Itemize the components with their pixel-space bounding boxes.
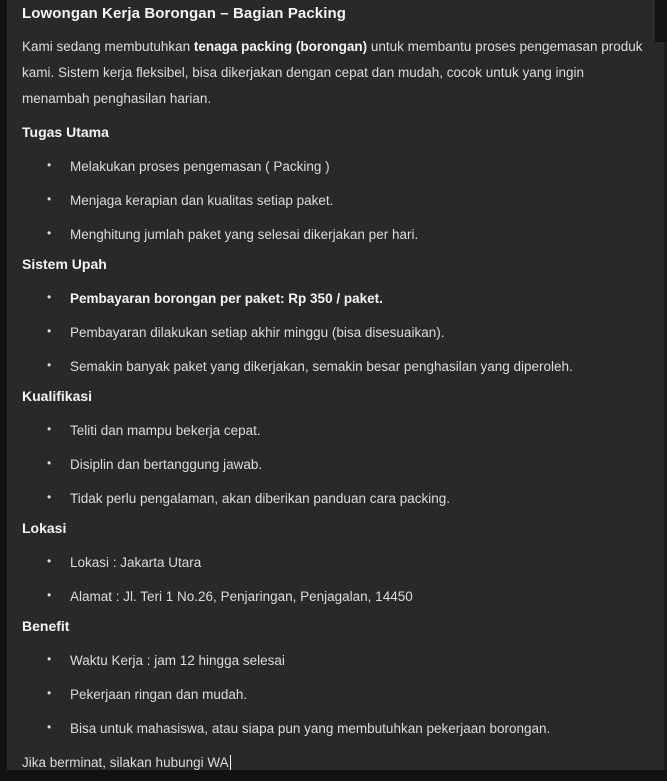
bullet-icon: • — [47, 720, 52, 734]
section-heading-sistem-upah: Sistem Upah — [22, 256, 107, 272]
intro-text: Kami sedang membutuhkan — [22, 39, 194, 54]
bullet-icon: • — [47, 290, 52, 304]
bullet-icon: • — [47, 422, 52, 436]
list-item-text: Disiplin dan bertanggung jawab. — [70, 457, 263, 472]
document-title: Lowongan Kerja Borongan – Bagian Packing — [22, 5, 347, 22]
left-edge — [0, 0, 7, 781]
bottom-edge — [0, 770, 667, 781]
bullet-icon: • — [47, 158, 52, 172]
list-item-text: Pembayaran borongan per paket: Rp 350 / paket. — [70, 291, 383, 306]
bullet-icon: • — [47, 456, 52, 470]
list-item-text: Waktu Kerja : jam 12 hingga selesai — [70, 653, 285, 668]
list-item-text: Lokasi : Jakarta Utara — [70, 555, 202, 570]
bullet-icon: • — [47, 192, 52, 206]
list-item-text: Pembayaran dilakukan setiap akhir minggu (bisa disesuaikan). — [70, 325, 445, 340]
bullet-icon: • — [47, 324, 52, 338]
bullet-list-kualifikasi — [22, 421, 643, 508]
list-item-text: Bisa untuk mahasiswa, atau siapa pun yang membutuhkan pekerjaan borongan. — [70, 721, 551, 736]
bullet-icon: • — [47, 652, 52, 666]
section-heading-kualifikasi: Kualifikasi — [22, 388, 93, 404]
intro-bold-text: tenaga packing (borongan) — [193, 39, 368, 54]
list-item — [22, 357, 643, 376]
list-item — [22, 225, 643, 244]
list-item — [22, 685, 643, 704]
list-item — [22, 553, 643, 572]
list-item — [22, 323, 643, 342]
list-item — [22, 455, 643, 474]
list-item-text: Alamat : Jl. Teri 1 No.26, Penjaringan, Penjagalan, 14450 — [70, 589, 413, 604]
list-item — [22, 289, 643, 308]
list-item — [22, 587, 643, 606]
bullet-list-tugas-utama — [22, 157, 643, 244]
bullet-list-lokasi — [22, 553, 643, 606]
list-item-text: Melakukan proses pengemasan ( Packing ) — [70, 159, 330, 174]
list-item — [22, 157, 643, 176]
list-item-text: Teliti dan mampu bekerja cepat. — [70, 423, 261, 438]
list-item-text: Tidak perlu pengalaman, akan diberikan panduan cara packing. — [70, 491, 451, 506]
list-item — [22, 421, 643, 440]
list-item-text: Menjaga kerapian dan kualitas setiap paket. — [70, 193, 334, 208]
section-heading-lokasi: Lokasi — [22, 520, 67, 536]
section-heading-benefit: Benefit — [22, 618, 70, 634]
bullet-icon: • — [47, 490, 52, 504]
bullet-icon: • — [47, 686, 52, 700]
section-heading-tugas-utama: Tugas Utama — [22, 124, 109, 140]
bullet-icon: • — [47, 358, 52, 372]
bullet-list-sistem-upah — [22, 289, 643, 376]
list-item — [22, 719, 643, 738]
text-cursor — [230, 755, 232, 770]
sections-container — [22, 123, 643, 738]
intro-text: untuk membantu proses pengemasan produk kami. Sistem kerja fleksibel, bisa dikerjakan dengan cepat dan mudah, cocok untuk yang ingin menambah penghasilan harian. — [22, 39, 643, 106]
list-item-text: Menghitung jumlah paket yang selesai dikerjakan per hari. — [70, 227, 419, 242]
closing-text: Jika berminat, silakan hubungi WA — [22, 755, 229, 770]
bullet-icon: • — [47, 226, 52, 240]
intro-paragraph — [22, 34, 643, 112]
bullet-icon: • — [47, 588, 52, 602]
bullet-list-benefit — [22, 651, 643, 738]
list-item-text: Semakin banyak paket yang dikerjakan, semakin besar penghasilan yang diperoleh. — [70, 359, 573, 374]
list-item — [22, 489, 643, 508]
top-right-edge — [655, 0, 667, 42]
list-item — [22, 651, 643, 670]
list-item-text: Pekerjaan ringan dan mudah. — [70, 687, 248, 702]
list-item — [22, 191, 643, 210]
bullet-icon: • — [47, 554, 52, 568]
